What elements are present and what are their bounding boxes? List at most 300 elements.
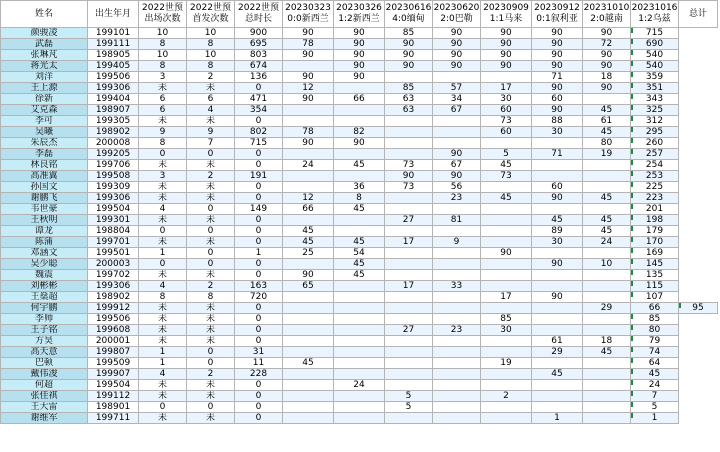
table-cell[interactable]: 0 bbox=[235, 336, 283, 347]
table-cell[interactable]: 0 bbox=[235, 116, 283, 127]
table-cell[interactable]: 17 bbox=[481, 83, 532, 94]
table-cell[interactable] bbox=[583, 380, 631, 391]
table-cell[interactable]: 56 bbox=[433, 182, 481, 193]
table-cell[interactable]: 8 bbox=[139, 61, 187, 72]
table-cell[interactable]: 71 bbox=[532, 72, 583, 83]
player-name-cell[interactable]: 谢鹏飞 bbox=[1, 193, 88, 204]
table-cell[interactable]: 0 bbox=[187, 402, 235, 413]
table-cell[interactable]: 90 bbox=[283, 94, 334, 105]
birth-date-cell[interactable]: 199508 bbox=[88, 171, 139, 182]
table-cell[interactable] bbox=[583, 270, 631, 281]
total-cell[interactable]: 260 bbox=[631, 138, 679, 149]
total-cell[interactable]: 690 bbox=[631, 39, 679, 50]
table-cell[interactable]: 0 bbox=[187, 204, 235, 215]
player-name-cell[interactable]: 吴曦 bbox=[1, 127, 88, 138]
table-cell[interactable]: 715 bbox=[235, 138, 283, 149]
table-cell[interactable] bbox=[532, 248, 583, 259]
table-cell[interactable] bbox=[433, 226, 481, 237]
table-cell[interactable]: 0 bbox=[235, 270, 283, 281]
birth-date-cell[interactable]: 198902 bbox=[88, 292, 139, 303]
table-cell[interactable]: 0 bbox=[235, 413, 283, 424]
table-cell[interactable]: 未 bbox=[187, 336, 235, 347]
player-name-cell[interactable]: 吴少聪 bbox=[1, 259, 88, 270]
table-cell[interactable]: 90 bbox=[532, 61, 583, 72]
table-cell[interactable]: 2 bbox=[481, 391, 532, 402]
total-cell[interactable]: 325 bbox=[631, 105, 679, 116]
table-cell[interactable] bbox=[481, 237, 532, 248]
table-cell[interactable]: 90 bbox=[532, 83, 583, 94]
total-cell[interactable]: 295 bbox=[631, 127, 679, 138]
table-cell[interactable] bbox=[532, 204, 583, 215]
table-cell[interactable]: 720 bbox=[235, 292, 283, 303]
table-cell[interactable]: 90 bbox=[334, 28, 385, 39]
birth-date-cell[interactable]: 198905 bbox=[88, 50, 139, 61]
table-cell[interactable]: 90 bbox=[532, 193, 583, 204]
table-cell[interactable] bbox=[283, 380, 334, 391]
player-name-cell[interactable]: 武磊 bbox=[1, 39, 88, 50]
player-name-cell[interactable]: 孙国文 bbox=[1, 182, 88, 193]
table-cell[interactable]: 78 bbox=[283, 39, 334, 50]
table-cell[interactable]: 19 bbox=[481, 358, 532, 369]
total-cell[interactable]: 64 bbox=[631, 358, 679, 369]
table-cell[interactable]: 未 bbox=[139, 215, 187, 226]
table-cell[interactable]: 10 bbox=[139, 50, 187, 61]
table-cell[interactable] bbox=[283, 336, 334, 347]
table-cell[interactable]: 10 bbox=[583, 259, 631, 270]
table-cell[interactable]: 90 bbox=[583, 50, 631, 61]
player-name-cell[interactable]: 张佳祺 bbox=[1, 391, 88, 402]
table-cell[interactable]: 90 bbox=[283, 28, 334, 39]
table-cell[interactable]: 73 bbox=[481, 171, 532, 182]
table-cell[interactable] bbox=[334, 303, 385, 314]
birth-date-cell[interactable]: 199306 bbox=[88, 281, 139, 292]
player-name-cell[interactable]: 徐新 bbox=[1, 94, 88, 105]
table-cell[interactable] bbox=[334, 292, 385, 303]
table-cell[interactable]: 24 bbox=[583, 237, 631, 248]
table-cell[interactable] bbox=[283, 325, 334, 336]
table-cell[interactable]: 163 bbox=[235, 281, 283, 292]
table-cell[interactable]: 未 bbox=[187, 270, 235, 281]
player-name-cell[interactable]: 林良铭 bbox=[1, 160, 88, 171]
table-cell[interactable]: 90 bbox=[334, 138, 385, 149]
birth-date-cell[interactable]: 199504 bbox=[88, 380, 139, 391]
table-cell[interactable] bbox=[532, 358, 583, 369]
table-cell[interactable] bbox=[583, 413, 631, 424]
table-cell[interactable]: 354 bbox=[235, 105, 283, 116]
table-cell[interactable]: 45 bbox=[583, 127, 631, 138]
table-cell[interactable]: 17 bbox=[385, 281, 433, 292]
table-cell[interactable] bbox=[532, 391, 583, 402]
table-cell[interactable]: 60 bbox=[532, 94, 583, 105]
table-cell[interactable] bbox=[334, 391, 385, 402]
total-cell[interactable]: 343 bbox=[631, 94, 679, 105]
table-cell[interactable]: 7 bbox=[187, 138, 235, 149]
table-cell[interactable] bbox=[334, 358, 385, 369]
birth-date-cell[interactable]: 199912 bbox=[88, 303, 139, 314]
birth-date-cell[interactable]: 199112 bbox=[88, 391, 139, 402]
table-cell[interactable]: 4 bbox=[187, 105, 235, 116]
table-cell[interactable]: 4 bbox=[139, 204, 187, 215]
table-cell[interactable] bbox=[532, 325, 583, 336]
header-name[interactable]: 姓名 bbox=[1, 1, 88, 28]
birth-date-cell[interactable]: 199506 bbox=[88, 314, 139, 325]
total-cell[interactable]: 74 bbox=[631, 347, 679, 358]
table-cell[interactable]: 61 bbox=[583, 116, 631, 127]
table-cell[interactable]: 未 bbox=[187, 116, 235, 127]
table-cell[interactable]: 90 bbox=[433, 171, 481, 182]
table-cell[interactable]: 471 bbox=[235, 94, 283, 105]
table-cell[interactable] bbox=[481, 380, 532, 391]
table-cell[interactable]: 67 bbox=[433, 105, 481, 116]
table-cell[interactable]: 4 bbox=[139, 281, 187, 292]
table-cell[interactable]: 57 bbox=[433, 83, 481, 94]
table-cell[interactable] bbox=[334, 325, 385, 336]
table-cell[interactable] bbox=[583, 402, 631, 413]
table-cell[interactable] bbox=[334, 281, 385, 292]
table-cell[interactable] bbox=[481, 413, 532, 424]
table-cell[interactable] bbox=[481, 347, 532, 358]
table-cell[interactable]: 802 bbox=[235, 127, 283, 138]
table-cell[interactable]: 90 bbox=[433, 28, 481, 39]
table-cell[interactable] bbox=[532, 270, 583, 281]
table-cell[interactable]: 90 bbox=[283, 270, 334, 281]
table-cell[interactable] bbox=[283, 347, 334, 358]
birth-date-cell[interactable]: 199111 bbox=[88, 39, 139, 50]
table-cell[interactable]: 65 bbox=[283, 281, 334, 292]
table-cell[interactable]: 45 bbox=[583, 226, 631, 237]
table-cell[interactable] bbox=[433, 358, 481, 369]
table-cell[interactable] bbox=[283, 149, 334, 160]
table-cell[interactable]: 60 bbox=[532, 182, 583, 193]
table-cell[interactable] bbox=[385, 193, 433, 204]
table-cell[interactable]: 0 bbox=[235, 303, 283, 314]
table-cell[interactable]: 8 bbox=[139, 39, 187, 50]
table-cell[interactable]: 90 bbox=[583, 61, 631, 72]
table-cell[interactable] bbox=[583, 281, 631, 292]
table-cell[interactable]: 未 bbox=[139, 413, 187, 424]
table-cell[interactable]: 2 bbox=[187, 72, 235, 83]
table-cell[interactable] bbox=[481, 138, 532, 149]
table-cell[interactable]: 1 bbox=[139, 347, 187, 358]
table-cell[interactable]: 63 bbox=[385, 105, 433, 116]
player-name-cell[interactable]: 谢维军 bbox=[1, 413, 88, 424]
table-cell[interactable] bbox=[283, 292, 334, 303]
table-cell[interactable]: 90 bbox=[433, 61, 481, 72]
birth-date-cell[interactable]: 199205 bbox=[88, 149, 139, 160]
total-cell[interactable]: 359 bbox=[631, 72, 679, 83]
table-cell[interactable]: 18 bbox=[583, 72, 631, 83]
table-cell[interactable] bbox=[433, 72, 481, 83]
birth-date-cell[interactable]: 198901 bbox=[88, 402, 139, 413]
table-cell[interactable]: 29 bbox=[583, 303, 631, 314]
table-cell[interactable]: 45 bbox=[334, 237, 385, 248]
table-cell[interactable]: 未 bbox=[187, 380, 235, 391]
table-cell[interactable] bbox=[385, 127, 433, 138]
table-cell[interactable]: 0 bbox=[187, 149, 235, 160]
table-cell[interactable] bbox=[283, 303, 334, 314]
table-cell[interactable] bbox=[385, 138, 433, 149]
table-cell[interactable] bbox=[481, 303, 532, 314]
table-cell[interactable]: 8 bbox=[334, 193, 385, 204]
table-cell[interactable]: 85 bbox=[481, 314, 532, 325]
table-cell[interactable]: 81 bbox=[433, 215, 481, 226]
table-cell[interactable] bbox=[583, 292, 631, 303]
table-cell[interactable]: 0 bbox=[235, 226, 283, 237]
table-cell[interactable] bbox=[283, 215, 334, 226]
table-cell[interactable]: 未 bbox=[187, 83, 235, 94]
table-cell[interactable]: 17 bbox=[385, 237, 433, 248]
table-cell[interactable] bbox=[583, 160, 631, 171]
birth-date-cell[interactable]: 198907 bbox=[88, 105, 139, 116]
birth-date-cell[interactable]: 199306 bbox=[88, 83, 139, 94]
table-cell[interactable]: 90 bbox=[433, 39, 481, 50]
table-cell[interactable] bbox=[433, 292, 481, 303]
total-cell[interactable]: 79 bbox=[631, 336, 679, 347]
table-cell[interactable] bbox=[334, 83, 385, 94]
table-cell[interactable]: 8 bbox=[187, 61, 235, 72]
table-cell[interactable]: 0 bbox=[139, 259, 187, 270]
player-name-cell[interactable]: 颜骏凌 bbox=[1, 28, 88, 39]
table-cell[interactable]: 1 bbox=[139, 358, 187, 369]
table-cell[interactable]: 82 bbox=[334, 127, 385, 138]
table-cell[interactable]: 27 bbox=[385, 215, 433, 226]
table-cell[interactable]: 19 bbox=[583, 149, 631, 160]
table-cell[interactable]: 45 bbox=[283, 226, 334, 237]
birth-date-cell[interactable]: 199301 bbox=[88, 215, 139, 226]
table-cell[interactable]: 2 bbox=[187, 281, 235, 292]
table-cell[interactable]: 未 bbox=[187, 325, 235, 336]
table-cell[interactable]: 80 bbox=[583, 138, 631, 149]
table-cell[interactable]: 45 bbox=[532, 215, 583, 226]
player-name-cell[interactable]: 何宇鹏 bbox=[1, 303, 88, 314]
table-cell[interactable]: 30 bbox=[481, 94, 532, 105]
table-cell[interactable]: 90 bbox=[283, 138, 334, 149]
table-cell[interactable]: 12 bbox=[283, 193, 334, 204]
table-cell[interactable]: 228 bbox=[235, 369, 283, 380]
birth-date-cell[interactable]: 199306 bbox=[88, 193, 139, 204]
table-cell[interactable]: 90 bbox=[532, 259, 583, 270]
total-cell[interactable]: 351 bbox=[631, 83, 679, 94]
table-cell[interactable]: 90 bbox=[481, 28, 532, 39]
table-cell[interactable] bbox=[583, 182, 631, 193]
player-name-cell[interactable]: 李可 bbox=[1, 116, 88, 127]
table-cell[interactable]: 24 bbox=[283, 160, 334, 171]
birth-date-cell[interactable]: 199807 bbox=[88, 347, 139, 358]
total-cell[interactable]: 223 bbox=[631, 193, 679, 204]
birth-date-cell[interactable]: 199309 bbox=[88, 182, 139, 193]
table-cell[interactable]: 未 bbox=[187, 193, 235, 204]
table-cell[interactable]: 0 bbox=[187, 259, 235, 270]
total-cell[interactable]: 540 bbox=[631, 50, 679, 61]
table-cell[interactable]: 90 bbox=[532, 105, 583, 116]
header-birth[interactable]: 出生年月 bbox=[88, 1, 139, 28]
table-cell[interactable] bbox=[334, 336, 385, 347]
total-cell[interactable]: 170 bbox=[631, 237, 679, 248]
table-cell[interactable]: 90 bbox=[385, 61, 433, 72]
table-cell[interactable]: 未 bbox=[139, 193, 187, 204]
table-cell[interactable]: 63 bbox=[385, 94, 433, 105]
birth-date-cell[interactable]: 198804 bbox=[88, 226, 139, 237]
table-cell[interactable] bbox=[532, 303, 583, 314]
table-cell[interactable]: 85 bbox=[385, 83, 433, 94]
table-cell[interactable]: 90 bbox=[481, 50, 532, 61]
table-cell[interactable]: 90 bbox=[481, 61, 532, 72]
header-match-4[interactable]: 20230620 2:0巴勒 bbox=[433, 1, 481, 28]
table-cell[interactable] bbox=[433, 138, 481, 149]
table-cell[interactable] bbox=[583, 314, 631, 325]
table-cell[interactable]: 未 bbox=[187, 413, 235, 424]
header-total[interactable]: 总计 bbox=[679, 1, 718, 28]
table-cell[interactable]: 73 bbox=[481, 116, 532, 127]
player-name-cell[interactable]: 刘彬彬 bbox=[1, 281, 88, 292]
table-cell[interactable]: 17 bbox=[481, 292, 532, 303]
table-cell[interactable]: 45 bbox=[583, 105, 631, 116]
table-cell[interactable] bbox=[583, 94, 631, 105]
table-cell[interactable] bbox=[283, 413, 334, 424]
total-cell[interactable]: 225 bbox=[631, 182, 679, 193]
table-cell[interactable]: 未 bbox=[139, 314, 187, 325]
table-cell[interactable]: 未 bbox=[139, 391, 187, 402]
table-cell[interactable]: 90 bbox=[334, 61, 385, 72]
player-name-cell[interactable]: 蒋光太 bbox=[1, 61, 88, 72]
table-cell[interactable]: 未 bbox=[139, 380, 187, 391]
table-cell[interactable]: 0 bbox=[235, 83, 283, 94]
table-cell[interactable]: 1 bbox=[139, 248, 187, 259]
table-cell[interactable]: 0 bbox=[235, 193, 283, 204]
table-cell[interactable]: 89 bbox=[532, 226, 583, 237]
table-cell[interactable]: 1 bbox=[235, 248, 283, 259]
table-cell[interactable]: 60 bbox=[481, 127, 532, 138]
table-cell[interactable]: 90 bbox=[334, 50, 385, 61]
table-cell[interactable]: 0 bbox=[139, 149, 187, 160]
table-cell[interactable]: 67 bbox=[433, 160, 481, 171]
table-cell[interactable]: 2 bbox=[187, 171, 235, 182]
table-cell[interactable]: 23 bbox=[433, 325, 481, 336]
table-cell[interactable] bbox=[481, 72, 532, 83]
table-cell[interactable]: 61 bbox=[532, 336, 583, 347]
table-cell[interactable]: 31 bbox=[235, 347, 283, 358]
player-name-cell[interactable]: 李帅 bbox=[1, 314, 88, 325]
table-cell[interactable]: 29 bbox=[532, 347, 583, 358]
table-cell[interactable]: 8 bbox=[187, 39, 235, 50]
table-cell[interactable] bbox=[433, 259, 481, 270]
total-cell[interactable]: 1 bbox=[631, 413, 679, 424]
table-cell[interactable]: 34 bbox=[433, 94, 481, 105]
table-cell[interactable] bbox=[283, 369, 334, 380]
birth-date-cell[interactable]: 199305 bbox=[88, 116, 139, 127]
table-cell[interactable]: 25 bbox=[283, 248, 334, 259]
table-cell[interactable]: 未 bbox=[139, 336, 187, 347]
table-cell[interactable] bbox=[334, 314, 385, 325]
table-cell[interactable]: 191 bbox=[235, 171, 283, 182]
total-cell[interactable]: 253 bbox=[631, 171, 679, 182]
table-cell[interactable]: 0 bbox=[235, 391, 283, 402]
player-name-cell[interactable]: 艾克森 bbox=[1, 105, 88, 116]
table-cell[interactable] bbox=[385, 314, 433, 325]
table-cell[interactable] bbox=[481, 226, 532, 237]
table-cell[interactable]: 9 bbox=[433, 237, 481, 248]
table-cell[interactable] bbox=[433, 303, 481, 314]
table-cell[interactable] bbox=[334, 171, 385, 182]
total-cell[interactable]: 145 bbox=[631, 259, 679, 270]
table-cell[interactable]: 136 bbox=[235, 72, 283, 83]
table-cell[interactable]: 0 bbox=[235, 149, 283, 160]
table-cell[interactable] bbox=[385, 358, 433, 369]
header-match-3[interactable]: 20230616 4:0缅甸 bbox=[385, 1, 433, 28]
player-name-cell[interactable]: 王燊超 bbox=[1, 292, 88, 303]
table-cell[interactable] bbox=[283, 61, 334, 72]
table-cell[interactable] bbox=[532, 402, 583, 413]
total-cell[interactable]: 169 bbox=[631, 248, 679, 259]
total-cell[interactable]: 715 bbox=[631, 28, 679, 39]
birth-date-cell[interactable]: 199509 bbox=[88, 358, 139, 369]
table-cell[interactable]: 8 bbox=[187, 292, 235, 303]
table-cell[interactable]: 0 bbox=[235, 237, 283, 248]
table-cell[interactable]: 88 bbox=[532, 116, 583, 127]
birth-date-cell[interactable]: 199706 bbox=[88, 160, 139, 171]
header-wc-starts[interactable]: 2022世预 首发次数 bbox=[187, 1, 235, 28]
total-cell[interactable]: 107 bbox=[631, 292, 679, 303]
table-cell[interactable] bbox=[385, 369, 433, 380]
table-cell[interactable]: 未 bbox=[139, 303, 187, 314]
table-cell[interactable] bbox=[481, 402, 532, 413]
table-cell[interactable]: 66 bbox=[283, 204, 334, 215]
table-cell[interactable]: 90 bbox=[433, 50, 481, 61]
table-cell[interactable]: 5 bbox=[481, 149, 532, 160]
player-name-cell[interactable]: 何超 bbox=[1, 380, 88, 391]
table-cell[interactable] bbox=[433, 270, 481, 281]
table-cell[interactable]: 3 bbox=[139, 171, 187, 182]
table-cell[interactable]: 未 bbox=[139, 160, 187, 171]
table-cell[interactable]: 未 bbox=[139, 325, 187, 336]
table-cell[interactable] bbox=[433, 402, 481, 413]
player-name-cell[interactable]: 谭龙 bbox=[1, 226, 88, 237]
table-cell[interactable]: 90 bbox=[583, 83, 631, 94]
table-cell[interactable] bbox=[481, 336, 532, 347]
table-cell[interactable]: 45 bbox=[481, 160, 532, 171]
player-name-cell[interactable]: 王大雷 bbox=[1, 402, 88, 413]
header-match-1[interactable]: 20230323 0:0新西兰 bbox=[283, 1, 334, 28]
table-cell[interactable] bbox=[583, 204, 631, 215]
table-cell[interactable]: 45 bbox=[334, 204, 385, 215]
birth-date-cell[interactable]: 199907 bbox=[88, 369, 139, 380]
table-cell[interactable] bbox=[385, 116, 433, 127]
table-cell[interactable] bbox=[385, 347, 433, 358]
table-cell[interactable] bbox=[532, 171, 583, 182]
birth-date-cell[interactable]: 199506 bbox=[88, 72, 139, 83]
total-cell[interactable]: 201 bbox=[631, 204, 679, 215]
table-cell[interactable] bbox=[583, 358, 631, 369]
table-cell[interactable]: 674 bbox=[235, 61, 283, 72]
table-cell[interactable] bbox=[433, 204, 481, 215]
table-cell[interactable]: 27 bbox=[385, 325, 433, 336]
table-cell[interactable]: 45 bbox=[583, 215, 631, 226]
player-name-cell[interactable]: 王子铭 bbox=[1, 325, 88, 336]
table-cell[interactable] bbox=[583, 248, 631, 259]
table-cell[interactable]: 0 bbox=[235, 259, 283, 270]
birth-date-cell[interactable]: 199711 bbox=[88, 413, 139, 424]
table-cell[interactable]: 85 bbox=[385, 28, 433, 39]
total-cell[interactable]: 312 bbox=[631, 116, 679, 127]
player-name-cell[interactable]: 王秋明 bbox=[1, 215, 88, 226]
table-cell[interactable]: 未 bbox=[187, 391, 235, 402]
table-cell[interactable]: 4 bbox=[139, 369, 187, 380]
table-cell[interactable]: 未 bbox=[187, 160, 235, 171]
table-cell[interactable] bbox=[433, 391, 481, 402]
table-cell[interactable]: 未 bbox=[187, 303, 235, 314]
table-cell[interactable]: 0 bbox=[187, 248, 235, 259]
table-cell[interactable]: 0 bbox=[235, 380, 283, 391]
